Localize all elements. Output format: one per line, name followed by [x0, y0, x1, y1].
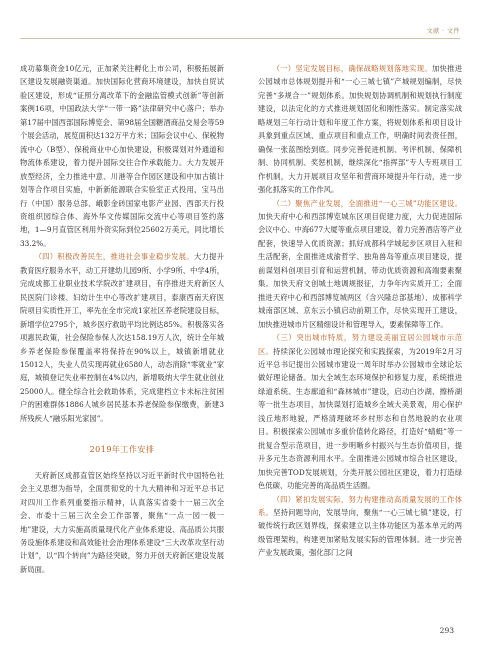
paragraph-industry-focus — [258, 197, 462, 332]
right-column — [258, 62, 462, 560]
section-title: 2019年工作安排 — [89, 445, 155, 455]
subsection-heading: （二）聚焦产业发展，全面推进“一心三城”功能区建设。 — [272, 198, 462, 208]
paragraph-body: 持续深化公园城市理论探究和实践探索，为2019年2月习近平总书记提出公园城市建设一周年时举办公园城市全球论坛做好理论储备。加大全域生态环境保护和修复力度，系统推进绿道系统、生态廊道和“森林城市”建设，启动白沙湖、擦桥湖等一批生态项目，加快谋划打造城乡全域大美景观，用心保护浅丘地形地貌，严格清理破坏乡村形态和自然地貌的农业项目。积极探索公园城市多重价值转化路径，打造好“蜻蜓”等一批复合型示范项目，进一步明晰乡村振兴与生态价值项目，提升多元生态资源利用水平。全面推进公园城市综合社区建设，加快完善TOD发展规划，分类开展公园社区建设，着力打造绿色低碳、功能完善的高品质生活圈。 — [258, 346, 462, 491]
page-number: 293 — [439, 626, 454, 635]
paragraph-2019-plan: 天府新区成都直管区始终坚持以习近平新时代中国特色社会主义思想为指导，全面贯彻党的十九大精神和习近平总书记对四川工作系列重要指示精神，认真落实省委十一届三次全会、市委十三届三次全会工作部署，聚焦“一点一园一极一地”建设，大力实施高质量现代化产业体系建设、高品质公共服务设施体系建设和高效能社会治理体系建设“三大改革攻坚行动计划”，以“四个转向”为路径突破，努力开创天府新区建设发展新局面。 — [20, 470, 224, 574]
page-header — [20, 26, 460, 39]
left-column — [20, 62, 224, 576]
paragraph-park-city — [258, 331, 462, 492]
paragraph-livelihood — [20, 250, 224, 425]
paragraph-planning-goals — [258, 62, 462, 197]
paragraph-body: 坚持问题导向，发展导向，聚焦“一心三城七镇”建设，打破传统行政区划界线，探索建立以主体功能区为基本单元的两级管理架构，构建更加紧贴发展实际的管理体制。进一步完善产业发展政策，强化部门之间 — [258, 507, 463, 558]
paragraph-body: 大力提升教育医疗服务水平，动工开建幼儿园9所、小学9所、中学4所，完成成都工业职业技术学院改扩建项目，有序推进天府新区人民医院门诊楼、妇幼计生中心等改扩建项目，泰康西南天府医院项目实质性开工，率先在全市完成1家社区养老院建设目标，新增学位2795个，城乡医疗救助平均比例达85%。积极落实各项惠民政策，社会保险参保人次达158.19万人次，统计全年城乡养老保险参保覆盖率将保持在90%以上，城镇新增就业15012人，失业人员实现再就业6580人，动态消除“零就业”家庭，城镇登记失业率控制在4%以内，新增吸纳大学生就业创业25000人。健全综合社会救助体系，完成建档立卡未标注贫困户的困难群体1886人城乡居民基本养老保险参保缴费，新建3所残疾人“融乐阳光家园”。 — [20, 252, 225, 423]
paragraph-body: 加快推进公园城市总体规划提升和“一心三城七镇”产城规划编制，尽快完善“多规合一”规划体系。加快规划协调机制和规划执行制度建设，以法定化的方式推进规划固化和刚性落实。制定落实战略规划三年行动计划和年度工作方案，将规划体系和项目设计具象到重点区域、重点项目和重点工作，明确时间表责任图，确保一张蓝图绘到底。同步完善促进机制、考评机制、保障机制、协同机制、奖惩机制，继续深化“指挥部”专人专班项目工作机制，大力开展项目攻坚年和营商环境提升年行动，进一步强化抓落实的工作作风。 — [258, 64, 463, 195]
paragraph-work-system — [258, 493, 462, 560]
running-header-label: 文献 · 文件 — [426, 28, 460, 35]
subsection-heading: （四）积极改善民生，推进社会事业稳步发展。 — [34, 252, 194, 262]
subsection-heading: （一）坚定发展目标，确保战略规划落地实现。 — [272, 64, 432, 73]
paragraph-opening-finance: 成功募集资金10亿元，正加紧关注孵化上市公司，积极拓展新区建设发展融资渠道。加快国际化营商环境建设，加快自贸试验区建设，形成“证照分离改革下的金融监管模式创新”等创新案例16项，中国政法大学“一带一路”法律研究中心落户；举办第17届中国西部国际博览会、第98届全国糖酒商品交易会等59个展会活动，展览面积达132万平方米；国际会议中心、保税物流中心（B型）、保税商业中心加快建设，积极谋划对外通道和物流体系建设，着力提升国际交往合作承载能力。大力发展开放型经济，全力推进中意、川港等合作园区建设和中加古镇计划等合作项目实施，中新新能源联合实验室正式投用，宝马出行（中国）服务总部、峨影金砖国家电影产业园、西部天行投资组织园综合体、海外华文传媒国际交流中心等项目签约落地，1—9月直管区利用外资实际到位25602万美元，同比增长33.2%。 — [20, 64, 224, 248]
subsection-heading: （三）突出城市特质，努力建设美丽宜居公园城市示范区。 — [258, 333, 462, 356]
paragraph-body: 加快天府中心和西部博览城东区项目促建力度，大力促进国际会议中心、中海677大厦等重点项目建设，着力完善酒店等产业配套，快速导入优质资源；抓好成都科学城起步区项目入驻和生活配套，全面推进成渝哲学、独角兽岛等重点项目建设，提前谋划科创项目引育和运营机制，带动优质资源和高端要素聚集。加快天府文创城土地调规报征，力争年内实质开工；全面推进天府中心和西部博览城两区（含兴隆总部基地）、成都科学城南部区域、京东云小镇启动前期工作，尽快实现开工建设，加快推进城市片区精细设计和管理导入，要素保障等工作。 — [258, 211, 462, 329]
subsection-heading: （四）紧扣发展实际，努力构建推动高质量发展的工作体系。 — [258, 494, 462, 517]
